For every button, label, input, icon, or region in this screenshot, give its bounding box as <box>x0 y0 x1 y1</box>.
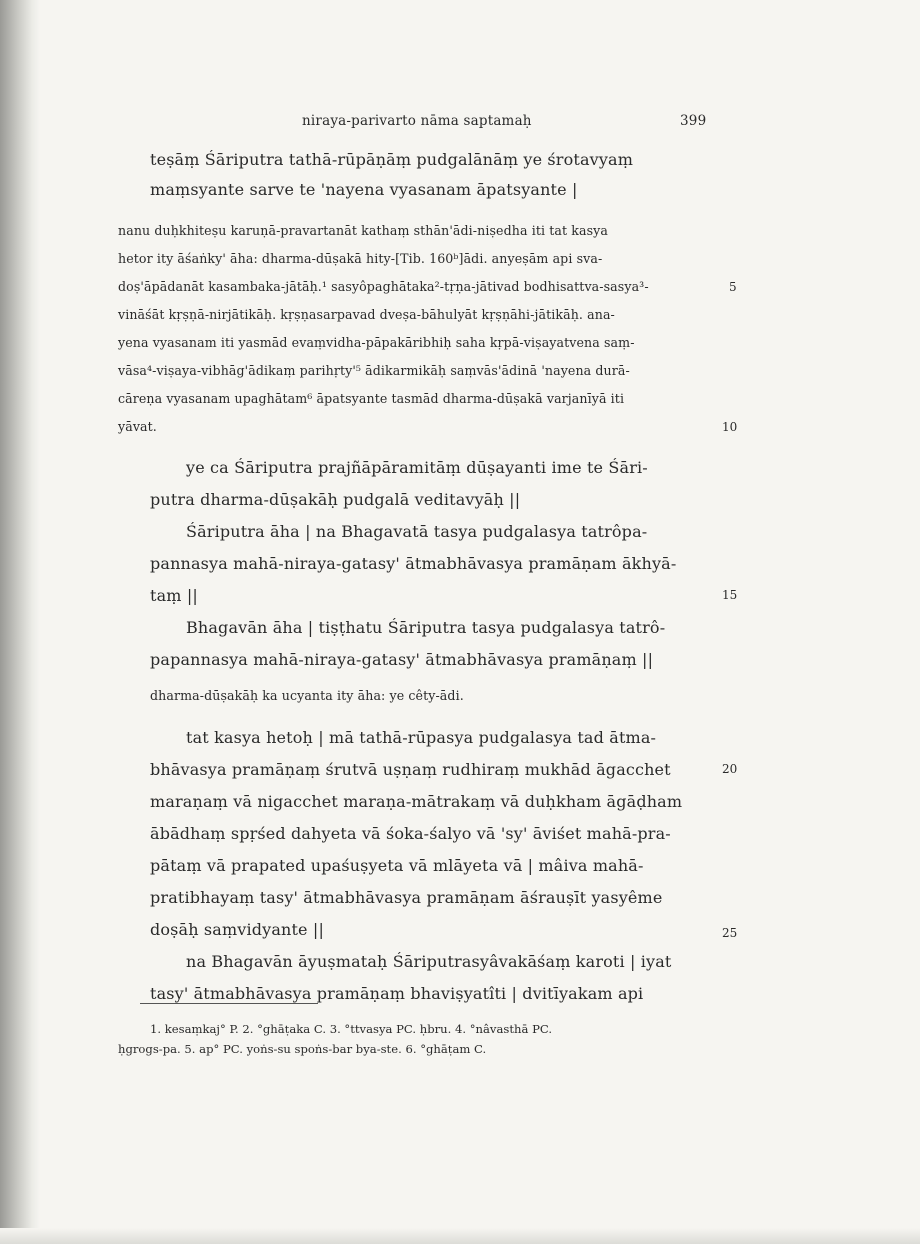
body-line: na Bhagavān āyuṣmataḥ Śāriputrasyâvakāśaṃ karoti | iyat <box>186 952 672 971</box>
body-line: yāvat. <box>118 419 157 434</box>
footnote-line: 1. kesaṃkaj° P. 2. °ghāṭaka C. 3. °ttvasya PC. ḥbru. 4. °nâvasthā PC. <box>150 1022 553 1036</box>
body-line: vāsa⁴-viṣaya-vibhāg'ādikaṃ parihṛty'⁵ ādikarmikāḥ saṃvās'ādinā 'nayena durā- <box>118 363 630 378</box>
footnote-rule <box>140 1003 318 1004</box>
body-line: vināśāt kṛṣṇā-nirjātikāḥ. kṛṣṇasarpavad dveṣa-bāhulyāt kṛṣṇāhi-jātikāḥ. ana- <box>118 307 615 322</box>
body-line: Bhagavān āha | tiṣṭhatu Śāriputra tasya pudgalasya tatrô- <box>186 618 666 637</box>
body-line: ābādhaṃ spṛśed dahyeta vā śoka-śalyo vā 'sy' āviśet mahā-pra- <box>150 824 671 843</box>
body-line: pātaṃ vā prapated upaśuṣyeta vā mlāyeta vā | mâiva mahā- <box>150 856 644 875</box>
body-line: nanu duḥkhiteṣu karuṇā-pravartanāt kathaṃ sthān'ādi-niṣedha iti tat kasya <box>118 223 608 238</box>
page-number: 399 <box>680 113 707 129</box>
body-line: pratibhayaṃ tasy' ātmabhāvasya pramāṇam āśrauṣīt yasyême <box>150 888 663 907</box>
body-line: ye ca Śāriputra prajñāpāramitāṃ dūṣayanti ime te Śāri- <box>186 458 648 477</box>
body-line: taṃ || <box>150 586 198 605</box>
line-number: 5 <box>729 280 737 294</box>
body-line: maraṇaṃ vā nigacchet maraṇa-mātrakaṃ vā duḥkham āgāḍham <box>150 792 683 811</box>
body-line: hetor ity āśaṅky' āha: dharma-dūṣakā hity-[Tib. 160ᵇ]ādi. anyeṣām api sva- <box>118 251 603 266</box>
body-line: doṣ'āpādanāt kasambaka-jātāḥ.¹ sasyôpaghātaka²-tṛṇa-jātivad bodhisattva-sasya³- <box>118 279 649 294</box>
body-line: tasy' ātmabhāvasya pramāṇaṃ bhaviṣyatîti | dvitīyakam api <box>150 984 644 1003</box>
body-line: teṣāṃ Śāriputra tathā-rūpāṇāṃ pudgalānāṃ ye śrotavyaṃ <box>150 150 634 169</box>
body-line: maṃsyante sarve te 'nayena vyasanam āpatsyante | <box>150 180 578 199</box>
body-line: yena vyasanam iti yasmād evaṃvidha-pāpakāribhiḥ saha kṛpā-viṣayatvena saṃ- <box>118 335 635 350</box>
body-line: tat kasya hetoḥ | mā tathā-rūpasya pudgalasya tad ātma- <box>186 728 657 747</box>
line-number: 20 <box>722 762 738 776</box>
line-number: 25 <box>722 926 738 940</box>
body-line: pannasya mahā-niraya-gatasy' ātmabhāvasya pramāṇam ākhyā- <box>150 554 677 573</box>
body-line: dharma-dūṣakāḥ ka ucyanta ity āha: ye cêty-ādi. <box>150 688 464 703</box>
body-line: bhāvasya pramāṇaṃ śrutvā uṣṇaṃ rudhiraṃ mukhād āgacchet <box>150 760 671 779</box>
line-number: 15 <box>722 588 738 602</box>
line-number: 10 <box>722 420 738 434</box>
body-line: Śāriputra āha | na Bhagavatā tasya pudgalasya tatrôpa- <box>186 522 648 541</box>
body-line: cāreṇa vyasanam upaghātam⁶ āpatsyante tasmād dharma-dūṣakā varjanīyā iti <box>118 391 625 406</box>
page-bottom-edge <box>0 1228 920 1244</box>
body-line: putra dharma-dūṣakāḥ pudgalā veditavyāḥ || <box>150 490 521 509</box>
footnote-line: ḥgrogs-pa. 5. ap° PC. yoṅs-su spoṅs-bar bya-ste. 6. °ghāṭam C. <box>118 1042 487 1056</box>
body-line: papannasya mahā-niraya-gatasy' ātmabhāvasya pramāṇaṃ || <box>150 650 654 669</box>
book-binding-shadow <box>0 0 40 1244</box>
running-title: niraya-parivarto nāma saptamaḥ <box>302 113 532 129</box>
body-line: doṣāḥ saṃvidyante || <box>150 920 324 939</box>
